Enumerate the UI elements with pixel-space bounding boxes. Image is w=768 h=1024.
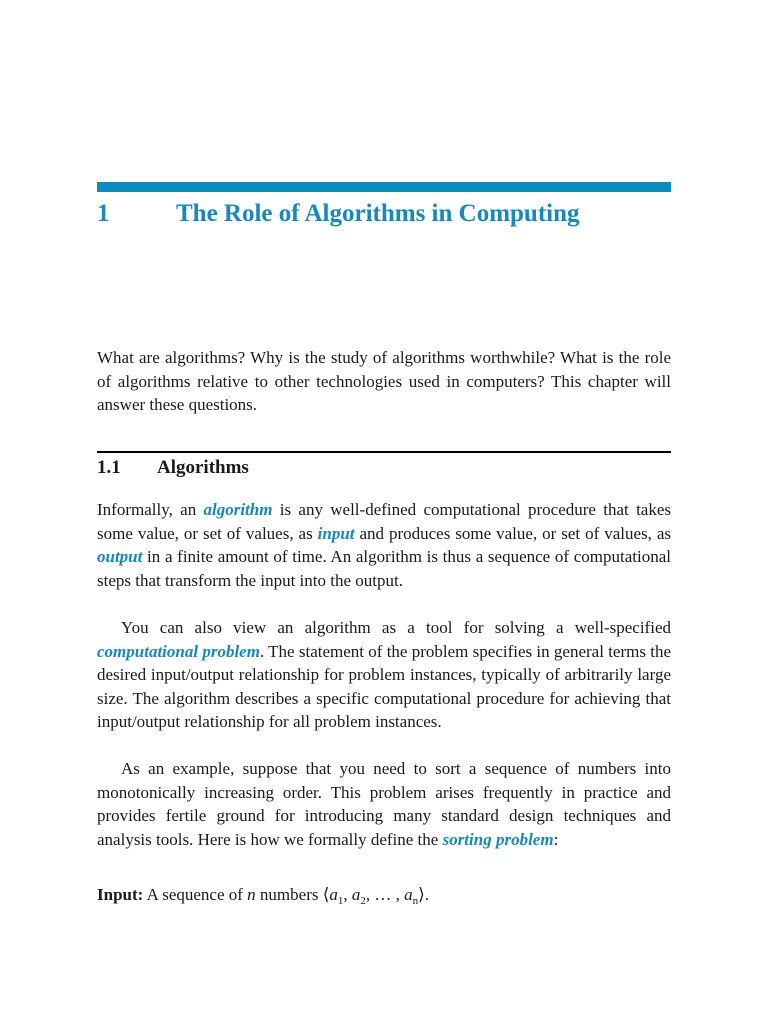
- chapter-header-bar: [97, 182, 671, 192]
- section-title: Algorithms: [157, 457, 249, 478]
- term-computational-problem: computational problem: [97, 641, 260, 661]
- text-run: numbers: [255, 885, 323, 904]
- math-a2-subscript: 2: [360, 895, 366, 907]
- paragraph-computational-problem: [97, 616, 671, 734]
- chapter-number: 1: [97, 200, 110, 227]
- text-run: As an example, suppose that you need to sort a sequence of numbers into monotonically increasing order. This problem arises frequently in practice and provides fertile ground for introducing many standard design techniques and analysis tools. Here is how we formally define the: [97, 759, 671, 849]
- term-input: input: [317, 523, 355, 543]
- math-a1: a: [329, 885, 338, 904]
- term-sorting-problem: sorting problem: [442, 829, 554, 849]
- text-run: A sequence of: [143, 885, 248, 904]
- section-heading: [97, 454, 671, 482]
- text-run: Informally, an: [97, 500, 204, 519]
- input-specification: [97, 882, 671, 914]
- math-open-bracket: ⟨: [322, 885, 330, 904]
- text-run: You can also view an algorithm as a tool for solving a well-specified: [121, 618, 671, 637]
- intro-paragraph: What are algorithms? Why is the study of algorithms worthwhile? What is the role of algorithms relative to other technologies used in computers? This chapter will answer these questions.: [97, 348, 671, 414]
- section-divider: [97, 451, 671, 453]
- text-run: in a finite amount of time. An algorithm is thus a sequence of computational steps that transform the input into the output.: [97, 547, 671, 590]
- math-separator: , … ,: [365, 885, 405, 904]
- math-separator: ,: [343, 885, 352, 904]
- paragraph-sorting-example: [97, 757, 671, 851]
- math-close-bracket: ⟩.: [418, 885, 429, 904]
- text-run: . The statement of the problem specifies in general terms the desired input/output relationship for problem instances, typically of arbitrarily large size. The algorithm describes a specific computational procedure for achieving that input/output relationship for all problem instances.: [97, 641, 671, 731]
- math-a2: a: [351, 885, 361, 904]
- text-run: is any well-defined computational procedure that takes some value, or set of values, as: [97, 500, 672, 543]
- chapter-title: The Role of Algorithms in Computing: [176, 200, 580, 227]
- section-number: 1.1: [97, 457, 121, 478]
- math-n: n: [247, 885, 256, 904]
- input-label: Input:: [97, 885, 144, 904]
- text-run: :: [553, 829, 559, 849]
- math-a1-subscript: 1: [337, 895, 344, 907]
- math-an-subscript: n: [412, 895, 419, 907]
- paragraph-algorithm-definition: [97, 498, 671, 592]
- term-output: output: [97, 547, 143, 566]
- term-algorithm: algorithm: [203, 500, 273, 519]
- chapter-heading: [97, 196, 671, 232]
- math-an: a: [404, 885, 413, 904]
- text-run: and produces some value, or set of values, as: [354, 523, 671, 543]
